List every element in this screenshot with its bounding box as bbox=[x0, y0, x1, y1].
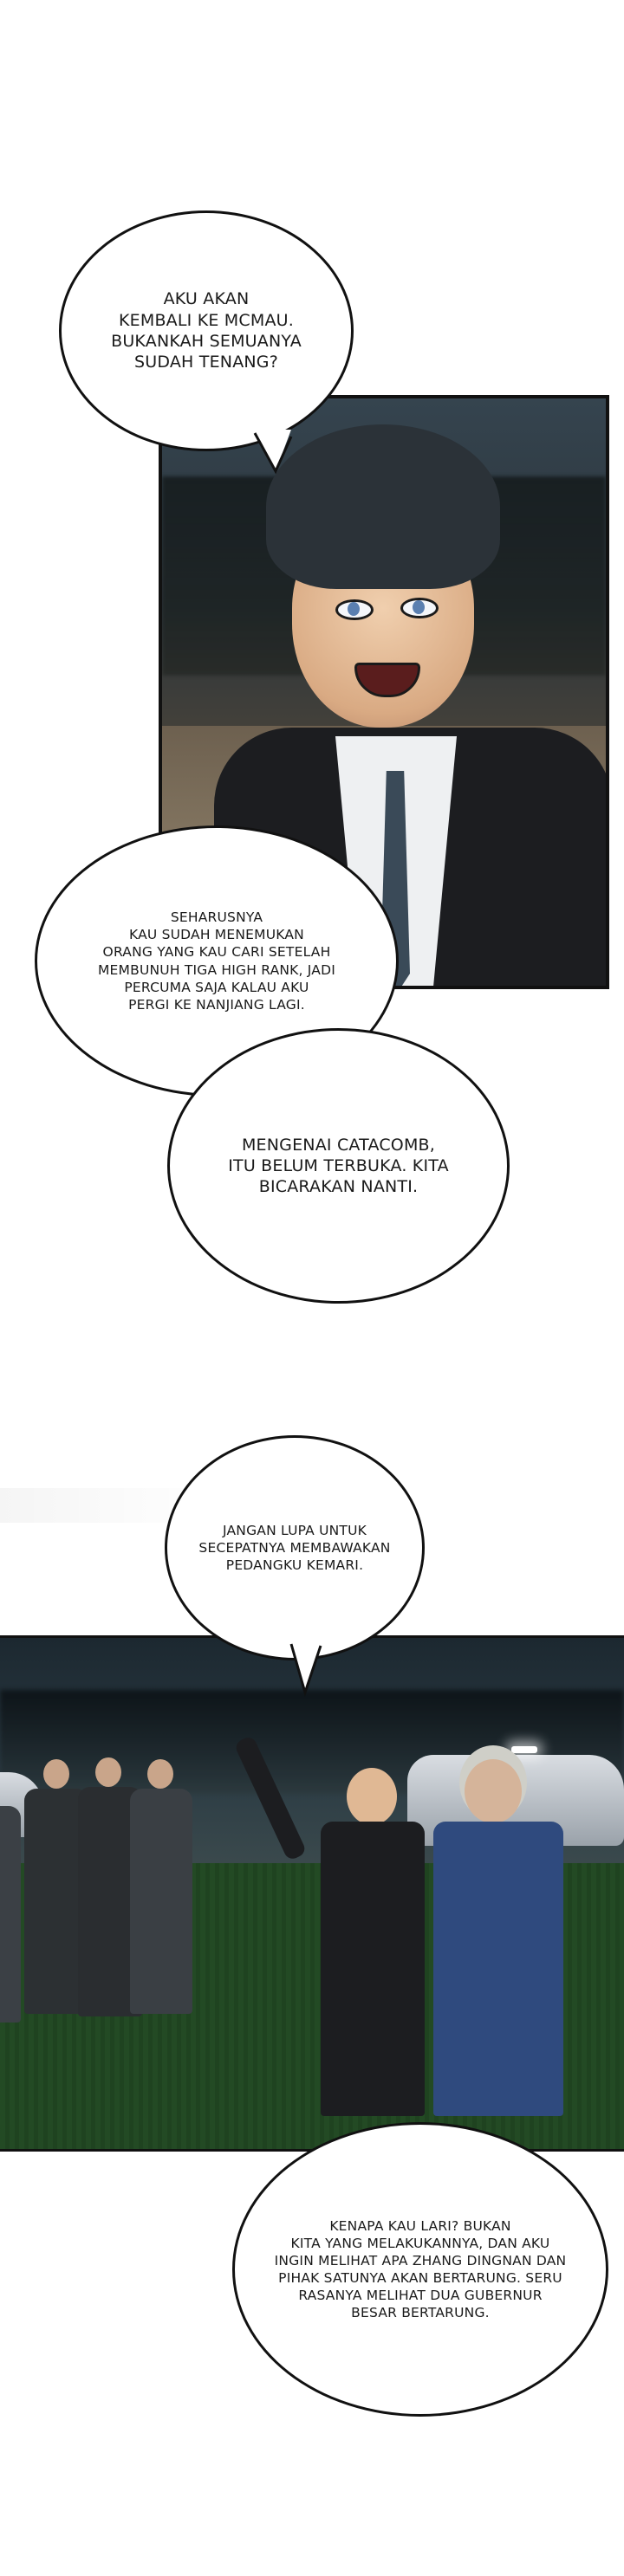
speech-bubble-3-text: MENGENAI CATACOMB, ITU BELUM TERBUKA. KITA BICARAKAN NANTI. bbox=[228, 1135, 449, 1197]
speech-bubble-1-tail bbox=[251, 424, 312, 476]
speech-bubble-4-tail bbox=[286, 1637, 329, 1698]
panel-wide-night-field bbox=[0, 1635, 624, 2152]
speech-bubble-3 bbox=[167, 1028, 510, 1304]
speech-bubble-4-text: JANGAN LUPA UNTUK SECEPATNYA MEMBAWAKAN PEDANGKU KEMARI. bbox=[198, 1522, 391, 1574]
police-siren-light bbox=[511, 1746, 537, 1753]
speech-bubble-5-text: KENAPA KAU LARI? BUKAN KITA YANG MELAKUKANNYA, DAN AKU INGIN MELIHAT APA ZHANG DINGNAN DAN PIHAK SATUNYA AKAN BERTARUNG. SERU RASANYA MELIHAT DUA GUBERNUR BESAR BERTARUNG. bbox=[274, 2217, 567, 2321]
man-left-eye bbox=[335, 599, 374, 620]
man-right-eye bbox=[400, 598, 439, 618]
speech-bubble-1 bbox=[59, 210, 354, 451]
speech-bubble-2-text: SEHARUSNYA KAU SUDAH MENEMUKAN ORANG YANG KAU CARI SETELAH MEMBUNUH TIGA HIGH RANK, JADI PERCUMA SAJA KALAU AKU PERGI KE NANJIANG LAGI. bbox=[97, 909, 335, 1013]
speech-bubble-5 bbox=[232, 2122, 608, 2417]
speech-bubble-1-text: AKU AKAN KEMBALI KE MCMAU. BUKANKAH SEMUANYA SUDAH TENANG? bbox=[111, 289, 302, 372]
speech-bubble-4 bbox=[165, 1435, 425, 1660]
